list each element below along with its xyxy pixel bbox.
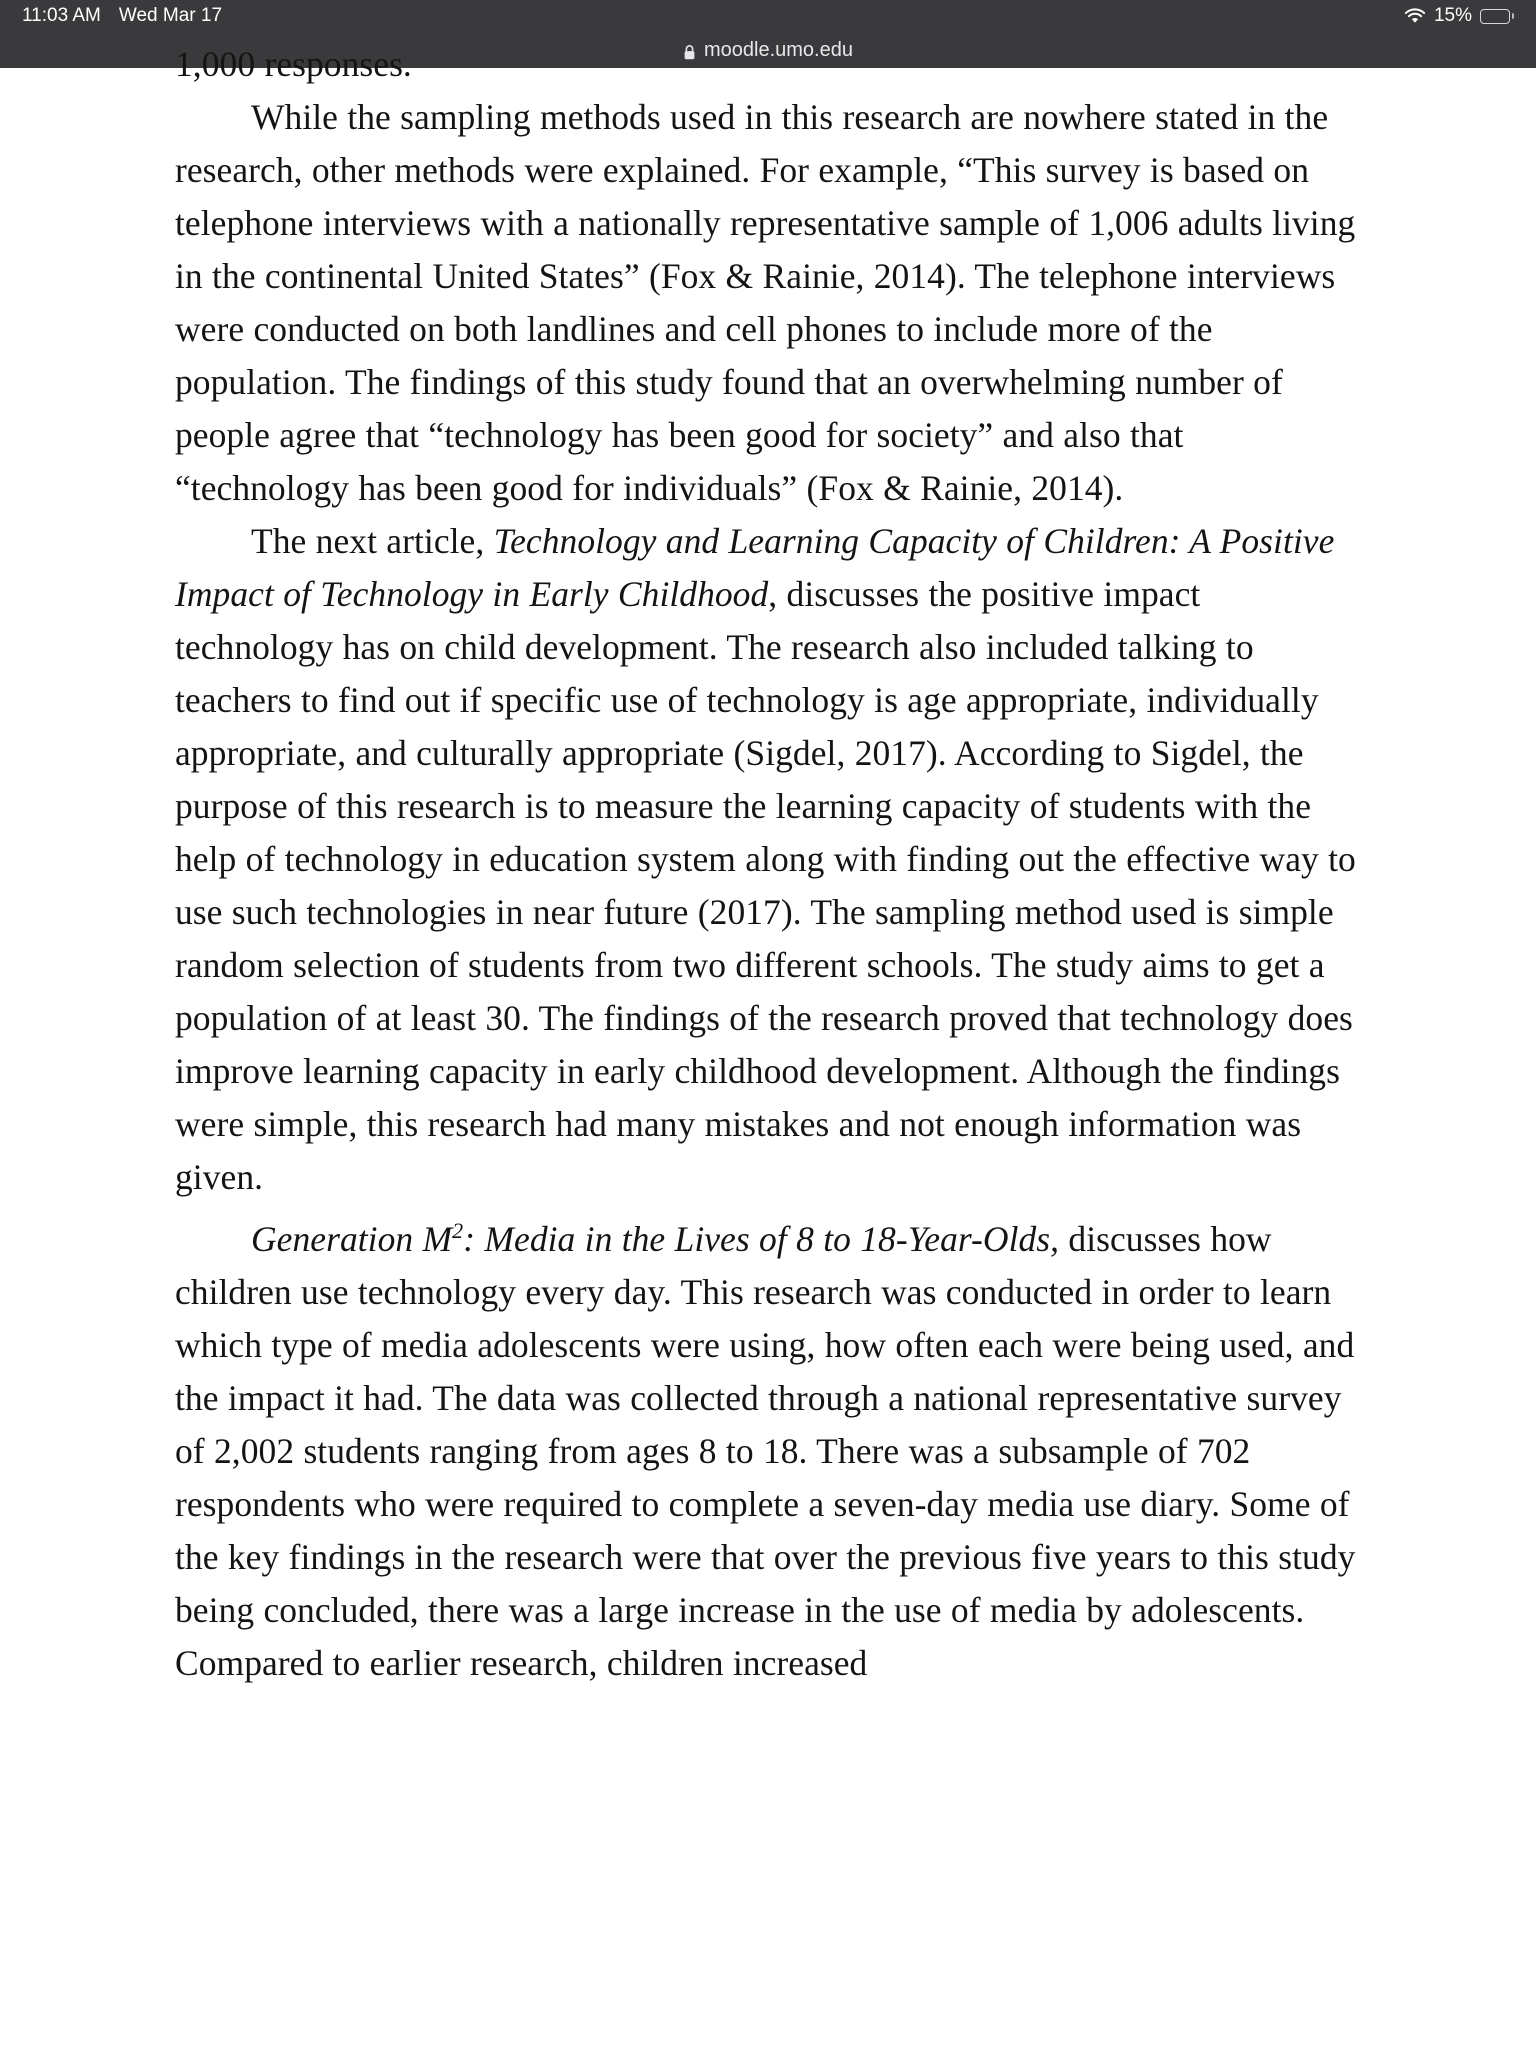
status-date: Wed Mar 17 xyxy=(118,5,223,26)
document-paragraph xyxy=(175,91,1361,515)
italic-title-run: Technology and Learning Capacity of Children: A Positive Impact of Technology in Early Childhood xyxy=(175,521,1335,614)
document-page xyxy=(0,38,1536,1690)
wifi-icon xyxy=(1404,8,1426,24)
text-run: discusses how children use technology every day. This research was conducted in order to learn which type of media adolescents were using, how often each were being used, and the impact it had. The data was collected through a national representative survey of 2,002 students ranging from ages 8 to 18. There was a subsample of 702 respondents who were required to complete a seven-day media use diary. Some of the key findings in the research were that over the previous five years to this study being concluded, there was a large increase in the use of media by adolescents. Compared to earlier research, children increased xyxy=(175,1218,1356,1683)
italic-title-run: : Media in the Lives of 8 to 18-Year-Olds, xyxy=(463,1218,1060,1259)
text-run: While the sampling methods used in this research are nowhere stated in the research, other methods were explained. For example, “This survey is based on telephone interviews with a nationally representative sample of 1,006 adults living in the continental United States” (Fox & Rainie, 2014). The telephone interviews were conducted on both landlines and cell phones to include more of the population. The findings of this study found that an overwhelming number of people agree that “technology has been good for society” and also that “technology has been good for individuals” (Fox & Rainie, 2014). xyxy=(175,97,1356,508)
status-bar xyxy=(0,0,1536,32)
text-run: The next article, xyxy=(251,521,494,561)
document-paragraph xyxy=(175,1204,1361,1690)
italic-title-run: Generation M xyxy=(251,1218,453,1259)
document-paragraph xyxy=(175,515,1361,1204)
text-run: , discusses the positive impact technology has on child development. The research also included talking to teachers to find out if specific use of technology is age appropriate, individually appropriate, and culturally appropriate (Sigdel, 2017). According to Sigdel, the purpose of this research is to measure the learning capacity of students with the help of technology in education system along with finding out the effective way to use such technologies in near future (2017). The sampling method used is simple random selection of students from two different schools. The study aims to get a population of at least 30. The findings of the research proved that technology does improve learning capacity in early childhood development. Although the findings were simple, this research had many mistakes and not enough information was given. xyxy=(175,574,1356,1197)
battery-percent-label: 15% xyxy=(1433,5,1472,26)
status-time: 11:03 AM xyxy=(22,5,101,26)
document-clipped-line: 1,000 responses. xyxy=(175,44,412,84)
url-text: moodle.umo.edu xyxy=(704,38,853,61)
battery-body xyxy=(1480,9,1510,24)
superscript-run: 2 xyxy=(452,1218,464,1243)
battery-cap xyxy=(1512,13,1515,19)
status-bar-right xyxy=(1404,0,1514,32)
status-bar-left xyxy=(22,5,222,27)
battery-icon xyxy=(1480,9,1514,24)
document-body xyxy=(175,91,1361,1690)
